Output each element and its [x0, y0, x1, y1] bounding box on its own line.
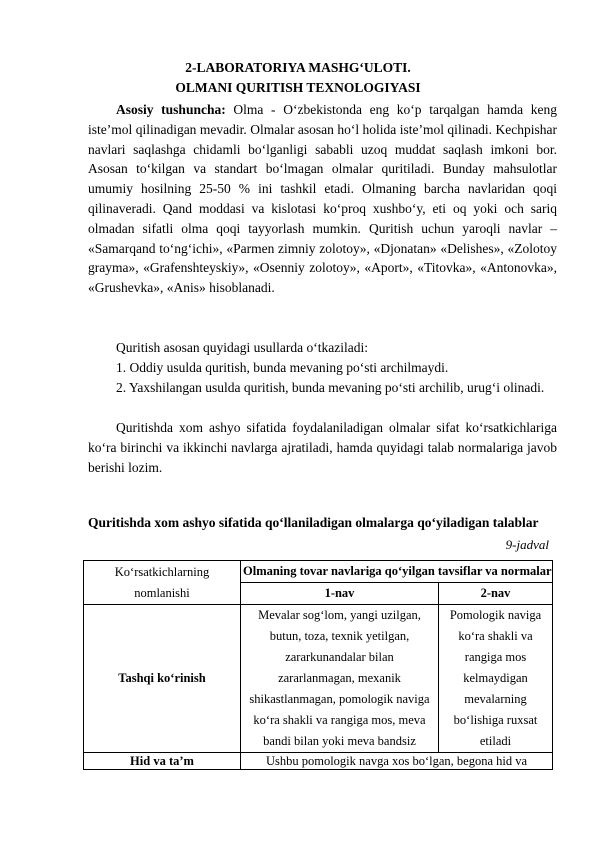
table-row: [84, 605, 553, 753]
requirements-table: [83, 560, 553, 770]
row-appearance-grade-1: Mevalar sog‘lom, yangi uzilgan, butun, toza, texnik yetilgan, zararkunandalar bilan zararlanmagan, mexanik shikastlanmagan, pomologik naviga ko‘ra shakli va rangiga mos, meva bandi bilan yoki meva bandsiz: [241, 605, 439, 753]
intro-term: Asosiy tushuncha:: [116, 102, 226, 117]
paragraph-methods: Quritish asosan quyidagi usullarda o‘tkaziladi:: [116, 340, 368, 355]
table-caption: Quritishda xom ashyo sifatida qo‘llaniladigan olmalarga qo‘yiladigan talablar: [88, 515, 539, 530]
table-number: 9-jadval: [505, 537, 549, 552]
header-characteristics: Olmaning tovar navlariga qo‘yilgan tavsiflar va normalar: [241, 561, 553, 583]
document-subtitle: OLMANI QURITISH TEXNOLOGIYASI: [175, 80, 421, 95]
table-header-row: [84, 561, 553, 583]
row-name-appearance: Tashqi ko‘rinish: [84, 605, 241, 753]
row-name-smell-taste: Hid va ta’m: [84, 753, 241, 770]
row-appearance-grade-2: Pomologik naviga ko‘ra shakli va rangiga mos kelmaydigan mevalarning bo‘lishiga ruxsat etiladi: [439, 605, 553, 753]
paragraph-method-1: 1. Oddiy usulda quritish, bunda mevaning po‘sti archilmaydi.: [116, 360, 449, 375]
intro-text: Olma - O‘zbekistonda eng ko‘p tarqalgan hamda keng iste’mol qilinadigan mevadir. Olmalar asosan ho‘l holida iste’mol qilinadi. Kechpishar navlari saqlashga chidamli bo‘lganligi sababli uzoq muddat saqlash imkoni bor. Asosan to‘kilgan va standart bo‘lmagan olmalar quritiladi. Bunday mahsulotlar umumiy hosilning 25-50 % ini tashkil etadi. Olmaning barcha navlaridan qoqi qilinaveradi. Qand moddasi va kislotasi ko‘proq xushbo‘y, eti oq yoki och sariq olmadan sifatli olma qoqi tayyorlash mumkin. Quritish uchun yaroqli navlar – «Samarqand to‘ng‘ichi», «Parmen zimniy zolotoy», «Djonatan» «Delishes», «Zolotoy grayma», «Grafenshteyskiy», «Osenniy zolotoy», «Aport», «Titovka», «Antonovka», «Grushevka», «Anis» hisoblanadi.: [88, 102, 557, 296]
header-indicator-name: Ko‘rsatkichlarning nomlanishi: [84, 561, 241, 605]
lab-title: 2-LABORATORIYA MASHG‘ULOTI.: [185, 60, 411, 75]
row-smell-taste-value: Ushbu pomologik navga xos bo‘lgan, begona hid va: [241, 753, 553, 770]
intro-paragraph: [88, 100, 557, 298]
header-grade-1: 1-nav: [241, 583, 439, 605]
table-row: [84, 753, 553, 770]
paragraph-method-2: 2. Yaxshilangan usulda quritish, bunda mevaning po‘sti archilib, urug‘i olinadi.: [116, 380, 545, 395]
header-grade-2: 2-nav: [439, 583, 553, 605]
paragraph-quality: Quritishda xom ashyo sifatida foydalaniladigan olmalar sifat ko‘rsatkichlariga ko‘ra birinchi va ikkinchi navlarga ajratiladi, hamda quyidagi talab normalariga javob berishi lozim.: [88, 420, 557, 475]
